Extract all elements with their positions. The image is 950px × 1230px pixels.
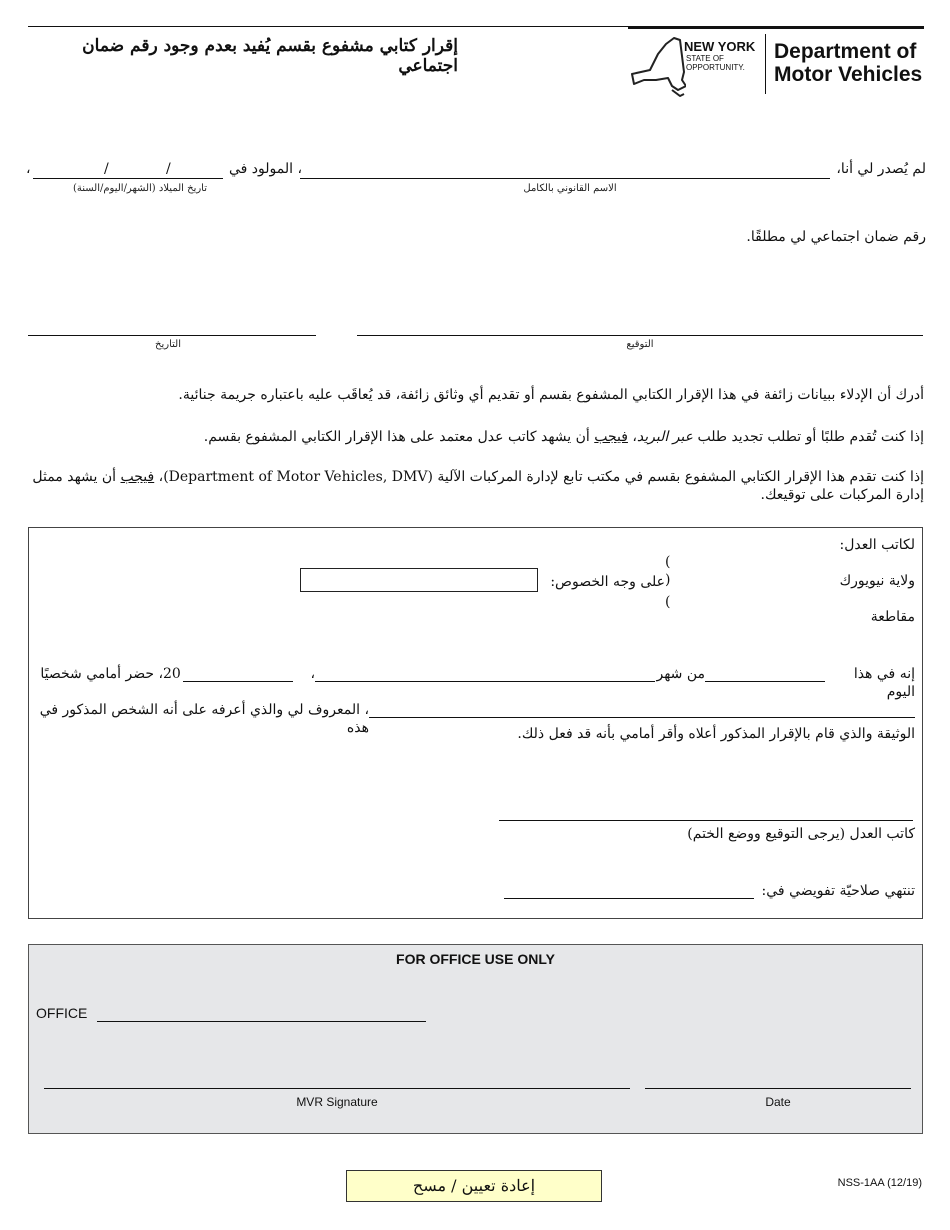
signature-date-field[interactable]: [28, 335, 316, 336]
line-comma: ،: [26, 161, 31, 177]
office-field[interactable]: [97, 1021, 426, 1022]
department-name-line2: Motor Vehicles: [774, 63, 923, 86]
month-comma: ،: [310, 666, 315, 682]
new-york-state-outline-icon: [628, 34, 686, 98]
office-date-field[interactable]: [645, 1088, 911, 1089]
perjury-notice: أدرك أن الإدلاء ببيانات زائفة في هذا الإقرار الكتابي المشفوع بقسم أو تقديم أي وثائق زائفة، قد يُعاقَب عليه باعتباره جريمة جنائية.: [178, 387, 924, 403]
mail-notice-text-1: إذا كنت تُقدم طلبًا أو تطلب تجديد طلب: [693, 429, 924, 445]
form-code: NSS-1AA (12/19): [837, 1177, 922, 1189]
commission-expires-label: تنتهي صلاحيّة تفويضي في:: [761, 883, 915, 899]
year-field[interactable]: [183, 681, 293, 682]
logo-tagline-1: STATE OF: [686, 54, 724, 63]
dmv-notice: [28, 468, 924, 504]
state-label: ولاية نيويورك: [839, 573, 915, 589]
mail-notice-must: فيجب: [594, 429, 628, 445]
county-input[interactable]: [300, 568, 538, 592]
signature-caption: التوقيع: [626, 339, 654, 350]
date-slash-1: /: [104, 161, 109, 177]
office-date-caption: Date: [765, 1095, 791, 1109]
bracket-middle: ): [665, 572, 671, 588]
born-label: ، المولود في: [229, 161, 302, 177]
logo-new-york: NEW YORK: [684, 39, 756, 54]
mvr-signature-caption: MVR Signature: [296, 1095, 378, 1109]
dmv-notice-must: فيجب: [120, 469, 155, 485]
mail-notice-emphasis: عبر البريد: [636, 429, 694, 445]
birth-date-caption: تاريخ الميلاد (الشهر/اليوم/السنة): [72, 183, 208, 194]
form-title: إقرار كتابي مشفوع بقسم يُفيد بعدم وجود رقم ضمان اجتماعي: [82, 36, 458, 76]
mvr-signature-field[interactable]: [44, 1088, 630, 1089]
office-use-heading: FOR OFFICE USE ONLY: [396, 951, 555, 967]
bracket-bottom: (: [665, 594, 671, 610]
day-label: إنه في هذا اليوم: [853, 666, 915, 700]
mail-notice-text-2: ،: [627, 429, 637, 445]
notary-signature-caption: كاتب العدل (يرجى التوقيع ووضع الختم): [687, 826, 915, 842]
day-field[interactable]: [705, 681, 825, 682]
mail-notice-text-3: أن يشهد كاتب عدل معتمد على هذا الإقرار الكتابي المشفوع بقسم.: [203, 429, 595, 445]
notary-section: [28, 527, 923, 919]
full-name-caption: الاسم القانوني بالكامل: [523, 183, 617, 194]
dmv-notice-text-1: إذا كنت تقدم هذا الإقرار الكتابي المشفوع بقسم في مكتب تابع لإدارة المركبات الآلية (Department of Motor Vehicles, DMV)،: [154, 469, 924, 485]
dmv-notice-text-2: أن يشهد ممثل إدارة المركبات على توقيعك.: [32, 469, 924, 503]
appeared-text: ، حضر أمامي شخصيًا: [40, 666, 163, 682]
affidavit-intro: لم يُصدر لي أنا،: [836, 161, 926, 177]
appearing-person-field[interactable]: [369, 717, 915, 718]
county-label: مقاطعة: [870, 609, 915, 625]
notary-signature-field[interactable]: [499, 820, 913, 821]
top-rule-thick: [628, 26, 924, 29]
month-field[interactable]: [315, 681, 655, 682]
mail-notice: [28, 428, 924, 446]
year-prefix: 20: [163, 666, 181, 682]
reset-clear-button[interactable]: إعادة تعيين / مسح: [346, 1170, 602, 1202]
logo-divider: [765, 34, 766, 94]
commission-expires-field[interactable]: [504, 898, 754, 899]
office-use-section: [28, 944, 923, 1134]
logo-tagline-2: OPPORTUNITY.: [686, 63, 745, 72]
department-name-line1: Department of: [774, 40, 917, 63]
acknowledgment-text: الوثيقة والذي قام بالإقرار المذكور أعلاه وأقر أمامي بأنه قد فعل ذلك.: [517, 726, 915, 742]
dmv-logo: [628, 32, 928, 100]
bracket-top: (: [665, 554, 671, 570]
ss-label: على وجه الخصوص:: [550, 574, 665, 590]
notary-heading: لكاتب العدل:: [839, 537, 915, 553]
signature-date-caption: التاريخ: [155, 339, 181, 350]
full-name-field[interactable]: [300, 178, 830, 179]
office-label: OFFICE: [36, 1005, 88, 1021]
signature-field[interactable]: [357, 335, 923, 336]
known-person-text: ، المعروف لي والذي أعرفه على أنه الشخص المذكور في هذه: [39, 702, 369, 736]
birth-date-field[interactable]: [33, 178, 223, 179]
never-issued-statement: رقم ضمان اجتماعي لي مطلقًا.: [746, 229, 926, 245]
department-name: [774, 40, 922, 86]
top-rule: [28, 26, 628, 27]
date-slash-2: /: [166, 161, 171, 177]
logo-tagline: [686, 54, 745, 72]
month-label: من شهر: [656, 666, 705, 682]
